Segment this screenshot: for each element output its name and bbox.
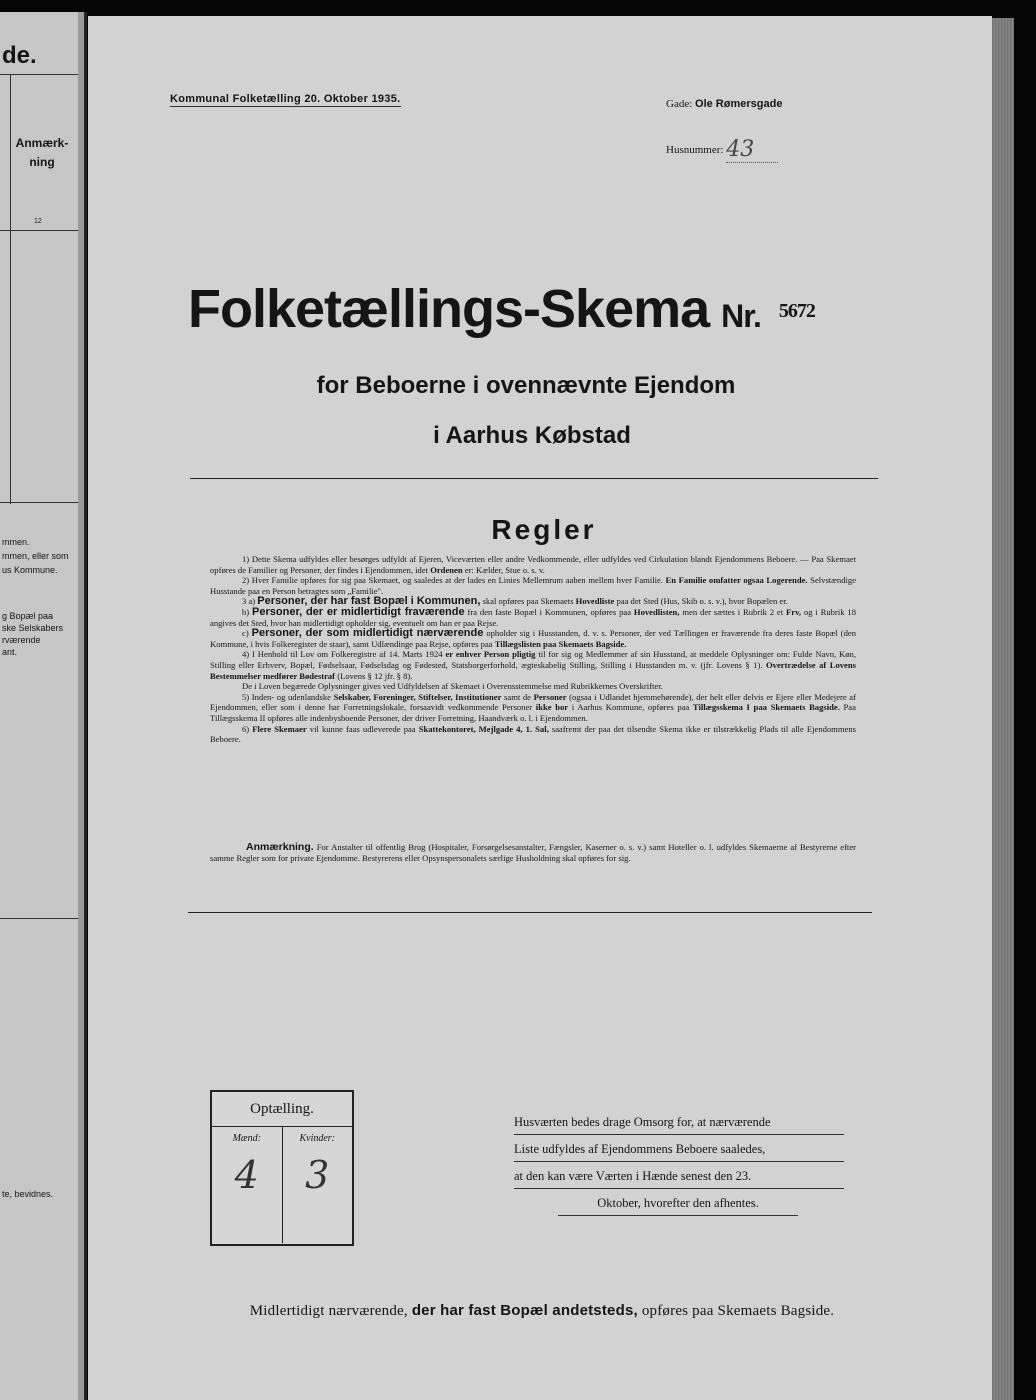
census-form-page xyxy=(88,16,992,1400)
street-value: Ole Rømersgade xyxy=(695,98,783,110)
host-note-line: Liste udfyldes af Ejendommens Beboere saaledes, xyxy=(514,1137,844,1162)
left-page-rule xyxy=(0,230,84,231)
divider xyxy=(188,912,872,913)
women-label: Kvinder: xyxy=(299,1133,336,1144)
street-field xyxy=(666,98,782,110)
form-title xyxy=(188,278,815,340)
count-box-title: Optælling. xyxy=(212,1092,352,1127)
left-page-fragment: mmen, eller som xyxy=(2,551,69,561)
rule-1: 1) Dette Skema udfyldes eller besørges udfyldt af Ejeren, Viceværten eller andre Vedkommende, eller udfyldes ved Cirkulation blandt Ejendommens Beboere. — Paa Skemaet opføres de Familier og Personer, der findes i Ejendommen, idet Ordenen er: Kælder, Stue o. s. v. xyxy=(210,554,856,575)
remark-text: For Anstalter til offentlig Brug (Hospitaler, Forsørgelsesanstalter, Fængsler, Kaserner o. s. v.) samt Hoteller o. l. udfyldes Skemaerne af Bestyrerne efter samme Regler som for private Ejendomme. Bestyrerens eller Opsynspersonalets særlige Husholdning skal opføres for sig. xyxy=(210,842,856,863)
left-page-heading: de. xyxy=(2,42,37,69)
divider xyxy=(190,478,878,479)
men-label: Mænd: xyxy=(232,1133,261,1144)
form-number-value: 5672 xyxy=(778,300,815,322)
footer-text-end: opføres paa Skemaets Bagside. xyxy=(641,1303,835,1319)
house-number-value: 43 xyxy=(726,137,778,163)
left-page-fragment: ske Selskabers xyxy=(2,623,64,633)
remark-note xyxy=(210,842,856,864)
rule-5: 5) Inden- og udenlandske Selskaber, Foreninger, Stiftelser, Institutioner samt de Personer (ogsaa i Udlandet hjemmehørende), der helt eller delvis er Ejere eller Medejere af Ejendommen, eller som i denne har Forretningslokale, forsaavidt vedkommende Personer ikke bor i Aarhus Kommune, opføres paa Tillægsskema I paa Skemaets Bagside. Paa Tillægsskema II opføres alle indenbysboende Personer, der driver Forretning, Haandværk o. l. i Ejendommen. xyxy=(210,691,856,723)
left-page-fragment: rværende xyxy=(2,635,41,645)
form-location: i Aarhus Købstad xyxy=(433,422,631,449)
left-page-rule xyxy=(0,918,84,919)
rule-3a: 3 a) Personer, der har fast Bopæl i Kommunen, skal opføres paa Skemaets Hovedliste paa det Sted (Hus, Skib o. s. v.), hvor Bopælen er. xyxy=(242,595,788,608)
host-note-line: Oktober, hvorefter den afhentes. xyxy=(558,1191,798,1216)
left-page-fragment: te, bevidnes. xyxy=(2,1189,54,1199)
women-column xyxy=(282,1127,353,1243)
form-number-label: Nr. xyxy=(721,298,761,334)
footer-emphasis: der har fast Bopæl andetsteds, xyxy=(411,1302,638,1319)
count-box xyxy=(210,1090,354,1246)
left-page-rule xyxy=(0,74,84,75)
left-page-fragment: us Kommune. xyxy=(2,565,58,575)
left-page-rule xyxy=(0,502,84,503)
form-title-text: Folketællings-Skema xyxy=(188,279,710,339)
form-subtitle: for Beboerne i ovennævnte Ejendom xyxy=(316,372,736,399)
house-number-label: Husnummer: xyxy=(666,144,724,156)
footer-text: Midlertidigt nærværende, xyxy=(249,1303,408,1319)
street-label: Gade: xyxy=(666,98,693,110)
host-note-line: Husværten bedes drage Omsorg for, at nærværende xyxy=(514,1110,844,1135)
men-column xyxy=(212,1127,282,1243)
rule-3c: c) Personer, der som midlertidigt nærværende opholder sig i Husstanden, d. v. s. Personer, der ved Tællingen er fraværende fra deres faste Bopæl (den Kommune, i hvis Folkeregister de staar), samt Udlændinge paa Rejse, opføres paa Tillægslisten paa Skemaets Bagside. xyxy=(210,627,857,649)
host-instructions xyxy=(514,1110,844,1218)
house-number-field xyxy=(666,134,778,160)
left-facing-page xyxy=(0,12,87,1400)
left-page-column-label: Anmærk- ning xyxy=(15,136,69,169)
left-page-column-number: 12 xyxy=(34,218,42,225)
host-note-line: at den kan være Værten i Hænde senest den 23. xyxy=(514,1164,844,1189)
book-page-edges xyxy=(992,18,1014,1400)
rule-6: 6) Flere Skemaer vil kunne faas udleverede paa Skattekontoret, Mejlgade 4, 1. Sal, saafremt der paa det tilsendte Skema ikke er tilstrækkelig Plads til alle Ejendommens Beboere. xyxy=(210,723,857,745)
men-count: 4 xyxy=(234,1153,259,1197)
remark-label: Anmærkning. xyxy=(246,841,314,853)
rule-2: 2) Hver Familie opføres for sig paa Skemaet, og saaledes at der lades en Linies Mellemrum aaben mellem hver Familie. En Familie omfatter ogsaa Logerende. Selvstændige Husstande paa en Person betragtes som „Familie". xyxy=(210,575,857,596)
women-count: 3 xyxy=(305,1153,330,1197)
left-page-fragment: g Bopæl paa xyxy=(2,611,54,621)
left-page-fragment: mmen. xyxy=(2,537,30,547)
rules-text xyxy=(210,554,856,745)
left-page-fragment: ant. xyxy=(2,647,18,657)
rule-3b: b) Personer, der er midlertidigt fraværende fra den faste Bopæl i Kommunen, opføres paa Hovedlisten, men der sættes i Rubrik 2 et Frv, og i Rubrik 18 angives det Sted, hvor han midlertidigt opholder sig, eventuelt om han er paa Rejse. xyxy=(210,605,856,628)
census-header: Kommunal Folketælling 20. Oktober 1935. xyxy=(170,93,401,105)
footer-note xyxy=(88,1302,992,1320)
left-page-column-line xyxy=(10,74,11,504)
left-page-edge xyxy=(78,12,84,1400)
rules-heading: Regler xyxy=(491,514,597,545)
rule-4: 4) I Henhold til Lov om Folkeregistre af 14. Marts 1924 er enhver Person pligtig til for sig og Medlemmer af sin Husstand, at meddele Oplysninger om: Fulde Navn, Køn, Stilling eller Erhverv, Bopæl, Fødselsaar, Fødselsdag og Fødested, Statsborgerforhold, ægteskabelig Stilling, Stilling i Husstanden m. v. (jfr. Lovens § 1). Overtrædelse af Lovens Bestemmelser medfører Bødestraf (Lovens § 12 jfr. § 8). xyxy=(210,649,856,681)
rule-4-extra: De i Loven begærede Oplysninger gives ved Udfyldelsen af Skemaet i Overensstemmelse med Rubrikkernes Overskrifter. xyxy=(242,681,663,692)
